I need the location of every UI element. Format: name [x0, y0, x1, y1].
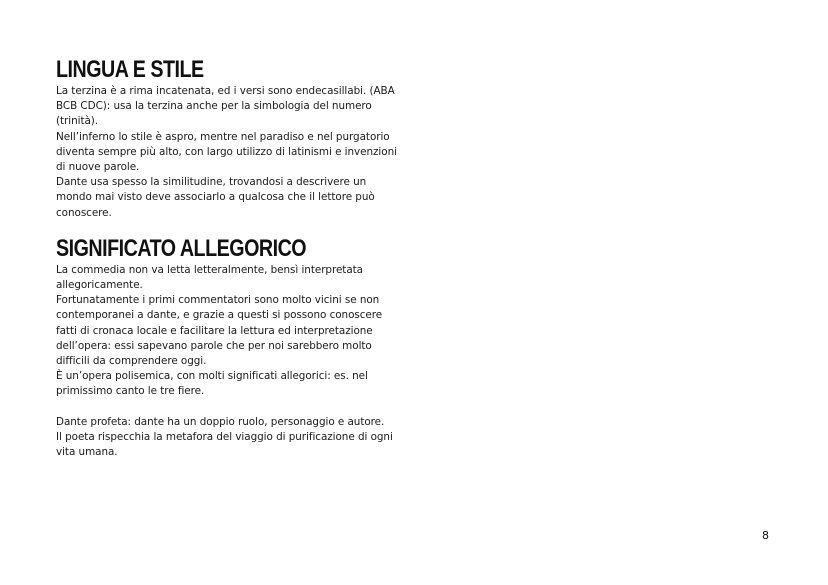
- page-number: 8: [762, 529, 769, 542]
- paragraph: Il poeta rispecchia la metafora del viaggio di purificazione di ogni vita umana.: [56, 431, 393, 459]
- paragraph: Nell’inferno lo stile è aspro, mentre nel paradiso e nel purgatorio diventa sempre più alto, con largo utilizzo di latinismi e invenzioni di nuove parole.: [56, 130, 397, 174]
- paragraph: La terzina è a rima incatenata, ed i versi sono endecasillabi. (ABA BCB CDC): usa la terzina anche per la simbologia del numero (trinità).: [56, 85, 395, 128]
- section-title-significato-allegorico: SIGNIFICATO ALLEGORICO: [56, 234, 307, 262]
- paragraph: Fortunatamente i primi commentatori sono molto vicini se non contemporanei a dante, e grazie a questi si possono conoscere fatti di cronaca locale e facilitare la lettura ed interpretazione dell’opera: essi sapevano parole che per noi sarebbero molto difficili da comprendere oggi.: [56, 294, 383, 368]
- paragraph-spacer: [56, 400, 401, 415]
- paragraph: La commedia non va letta letteralmente, bensì interpretata allegoricamente.: [56, 263, 363, 292]
- paragraph: Dante usa spesso la similitudine, trovandosi a descrivere un mondo mai visto deve associarlo a qualcosa che il lettore può conoscere.: [56, 176, 375, 219]
- paragraph: Dante profeta: dante ha un doppio ruolo, personaggio e autore.: [56, 415, 385, 428]
- page-content: [56, 58, 401, 460]
- paragraph: È un’opera polisemica, con molti significati allegorici: es. nel primissimo canto le tre fiere.: [56, 370, 368, 398]
- section-title-lingua-e-stile: LINGUA E STILE: [56, 56, 204, 83]
